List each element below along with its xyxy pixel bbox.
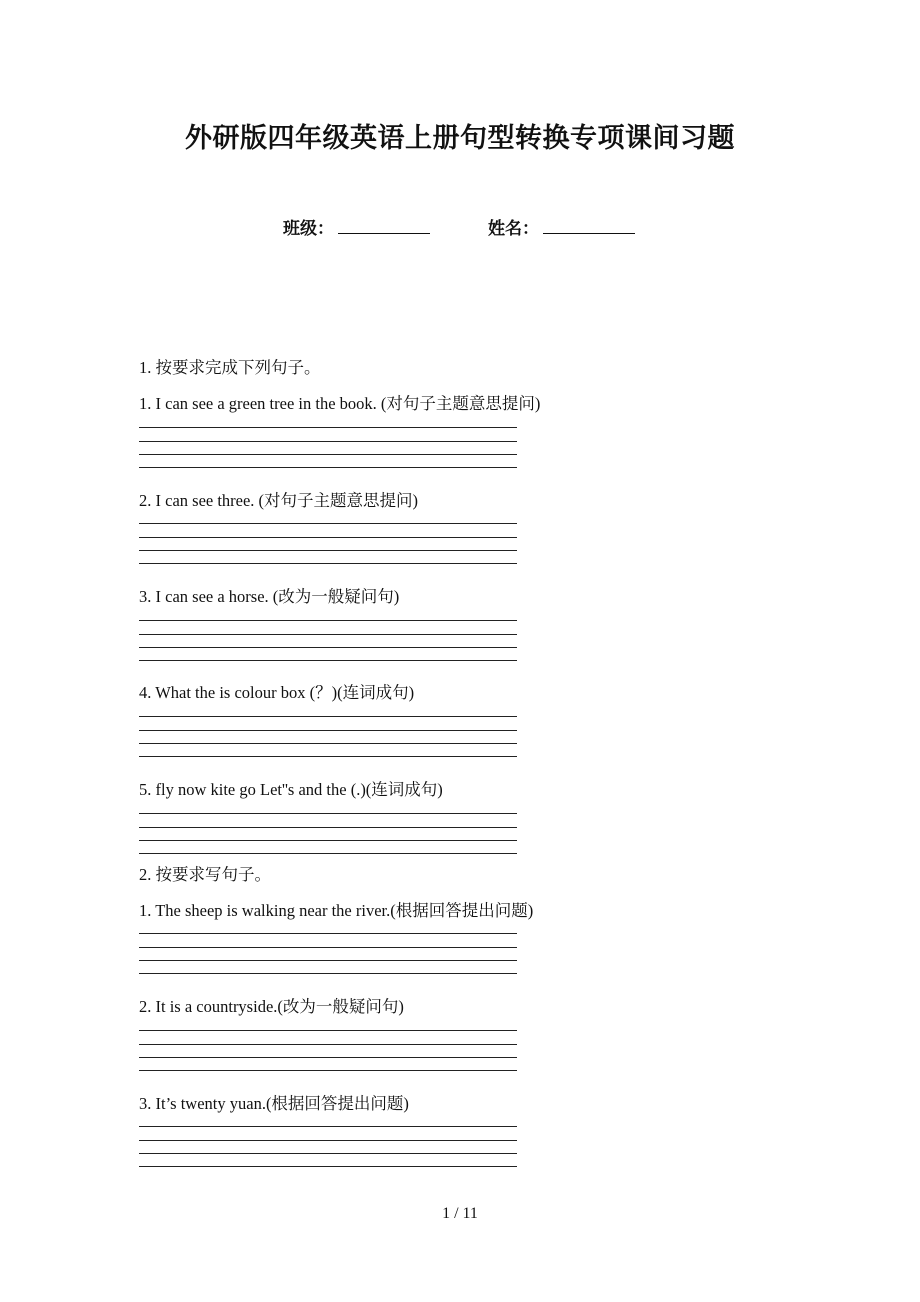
answer-line bbox=[139, 960, 517, 961]
question-text: 1. I can see a green tree in the book. (对句子主题意思提问) bbox=[139, 394, 541, 413]
section-heading: 1. 按要求完成下列句子。 bbox=[139, 358, 321, 377]
answer-line bbox=[139, 647, 517, 648]
answer-line bbox=[139, 550, 517, 551]
answer-line bbox=[139, 1030, 517, 1031]
answer-line bbox=[139, 441, 517, 442]
question-text: 5. fly now kite go Let''s and the (.)(连词成句) bbox=[139, 780, 443, 799]
answer-line bbox=[139, 660, 517, 661]
name-blank bbox=[543, 217, 635, 234]
answer-line bbox=[139, 1057, 517, 1058]
answer-line bbox=[139, 973, 517, 974]
answer-line bbox=[139, 454, 517, 455]
question-text: 4. What the is colour box (？)(连词成句) bbox=[139, 683, 415, 702]
answer-line bbox=[139, 523, 517, 524]
answer-line bbox=[139, 537, 517, 538]
answer-line bbox=[139, 1044, 517, 1045]
name-label: 姓名： bbox=[488, 219, 539, 239]
name-field bbox=[488, 214, 635, 239]
answer-line bbox=[139, 1166, 517, 1167]
answer-line bbox=[139, 827, 517, 828]
section-heading: 2. 按要求写句子。 bbox=[139, 865, 271, 884]
question-text: 2. I can see three. (对句子主题意思提问) bbox=[139, 491, 419, 510]
answer-line bbox=[139, 1153, 517, 1154]
answer-line bbox=[139, 634, 517, 635]
class-field bbox=[283, 214, 430, 239]
answer-line bbox=[139, 933, 517, 934]
answer-line bbox=[139, 756, 517, 757]
answer-line bbox=[139, 620, 517, 621]
answer-line bbox=[139, 563, 517, 564]
answer-line bbox=[139, 743, 517, 744]
answer-line bbox=[139, 467, 517, 468]
answer-line bbox=[139, 947, 517, 948]
answer-line bbox=[139, 840, 517, 841]
answer-line bbox=[139, 813, 517, 814]
answer-line bbox=[139, 1140, 517, 1141]
answer-line bbox=[139, 1070, 517, 1071]
document-title: 外研版四年级英语上册句型转换专项课间习题 bbox=[185, 123, 735, 154]
answer-line bbox=[139, 716, 517, 717]
question-text: 3. I can see a horse. (改为一般疑问句) bbox=[139, 587, 400, 606]
answer-line bbox=[139, 730, 517, 731]
page-indicator: 1 / 11 bbox=[442, 1205, 478, 1222]
answer-line bbox=[139, 427, 517, 428]
class-blank bbox=[338, 217, 430, 234]
question-text: 2. It is a countryside.(改为一般疑问句) bbox=[139, 997, 404, 1016]
answer-line bbox=[139, 1126, 517, 1127]
question-text: 3. It’s twenty yuan.(根据回答提出问题) bbox=[139, 1094, 409, 1113]
question-text: 1. The sheep is walking near the river.(根据回答提出问题) bbox=[139, 901, 534, 920]
class-label: 班级： bbox=[283, 219, 334, 239]
answer-line bbox=[139, 853, 517, 854]
